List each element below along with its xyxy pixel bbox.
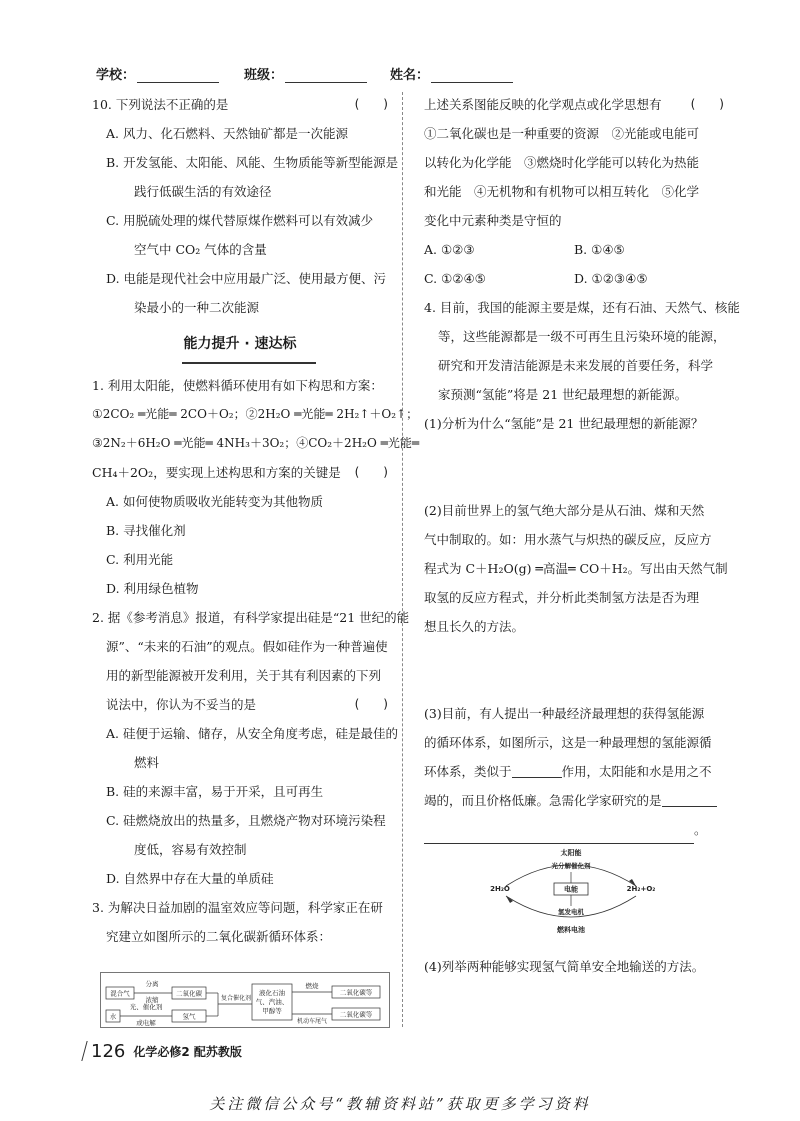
q2-line4: 说法中，你认为不妥当的是 (106, 697, 257, 712)
answer-blank-1[interactable] (512, 764, 562, 778)
q2-line3: 用的新型能源被开发利用，关于其有利因素的下列 (106, 668, 382, 683)
light-cat-label: 光、催化剂 (129, 1003, 163, 1011)
co2-label: 二氧化碳 (176, 989, 202, 998)
q3-cont-line3: 以转化为化学能 ③燃烧时化学能可以转化为热能 (424, 155, 700, 170)
section-title: 能力提升 · 速达标 (92, 330, 388, 359)
name-field[interactable] (390, 64, 513, 83)
question-4 (424, 293, 740, 844)
option-a: A. ①②③ (424, 242, 475, 257)
page-number: 126 (91, 1040, 126, 1062)
separate-label: 分离 (145, 980, 159, 988)
water-label: 水 (109, 1012, 117, 1021)
answer-paren[interactable]: ( ) (354, 697, 388, 711)
q3-line1: 3. 为解决日益加剧的温室效应等问题，科学家正在研 (92, 900, 383, 915)
concentrate-label: 浓缩 (145, 996, 159, 1004)
option-d: D. 电能是现代社会中应用最广泛、使用最方便、污 (106, 271, 387, 286)
q1-line3: ③2N₂＋6H₂O ═光能═ 4NH₃＋3O₂；④CO₂＋2H₂O ═光能═ (92, 436, 420, 450)
page-footer (84, 1040, 242, 1062)
q4-sub3-line1: (3)目前，有人提出一种最经济最理想的获得氢能源 (424, 706, 705, 721)
question-3 (92, 893, 388, 951)
question-2 (92, 603, 410, 893)
q3-line2: 究建立如图所示的二氧化碳新循环体系： (106, 929, 332, 944)
h2-label: 氢气 (182, 1012, 196, 1021)
q4-sub3-line4: 竭的，而且价格低廉。急需化学家研究的是 (424, 793, 662, 808)
answer-space-1[interactable] (424, 438, 724, 496)
school-field[interactable] (96, 64, 219, 83)
fuel-label-3: 甲醇等 (262, 1007, 282, 1015)
cat-label: 光分解催化剂 (551, 862, 591, 870)
cell-label: 燃料电池 (557, 926, 585, 934)
h2-o2-label: 2H₂+O₂ (626, 885, 656, 893)
option-c: C. 用脱硫处理的煤代替原煤作燃料可以有效减少 (106, 213, 374, 228)
q4-line1: 4. 目前，我国的能源主要是煤，还有石油、天然气、核能 (424, 300, 740, 315)
answer-blank-3[interactable] (424, 829, 694, 844)
q10-stem: 10. 下列说法不正确的是 (92, 97, 229, 112)
option-b: B. 开发氢能、太阳能、风能、生物质能等新型能源是 (106, 155, 399, 170)
option-a-cont: 燃料 (134, 755, 160, 770)
q4-sub3-line3b: 作用，太阳能和水是用之不 (561, 764, 712, 779)
electrolysis-label: 或电解 (136, 1019, 156, 1027)
option-a: A. 如何使物质吸收光能转变为其他物质 (106, 494, 323, 509)
q4-sub2-line1: (2)目前世界上的氢气绝大部分是从石油、煤和天然 (424, 503, 705, 518)
option-b: B. ①④⑤ (574, 242, 625, 257)
q4-sub1: (1)分析为什么“氢能”是 21 世纪最理想的新能源？ (424, 416, 704, 431)
q4-sub3-end: 。 (694, 822, 707, 837)
fuel-label-2: 气、汽油、 (255, 998, 289, 1006)
elec-label: 电能 (564, 885, 578, 894)
co2-etc-label-1: 二氧化碳等 (339, 988, 373, 997)
q3-cont-line5: 变化中元素种类是守恒的 (424, 213, 562, 228)
option-d: D. ①②③④⑤ (574, 271, 648, 286)
q4-line2: 等，这些能源都是一级不可再生且污染环境的能源， (438, 329, 726, 344)
sun-label: 太阳能 (560, 849, 582, 857)
option-a: A. 风力、化石燃料、天然铀矿都是一次能源 (106, 126, 348, 141)
q4-sub4: (4)列举两种能够实现氢气简单安全地输送的方法。 (424, 959, 705, 974)
answer-paren[interactable]: ( ) (354, 465, 388, 479)
q4-sub2-line5: 想且长久的方法。 (424, 619, 525, 634)
mix-gas-label: 混合气 (110, 989, 130, 998)
q4-sub2-line4: 取氢的反应方程式，并分析此类制氢方法是否为理 (424, 590, 700, 605)
co2-etc-label-2: 二氧化碳等 (339, 1010, 373, 1019)
watermark-note: 关注微信公众号“教辅资料站”获取更多学习资料 (209, 1095, 591, 1113)
option-b-cont: 践行低碳生活的有效途径 (134, 184, 272, 199)
question-10 (92, 90, 399, 322)
option-d-cont: 染最小的一种二次能源 (134, 300, 260, 315)
q1-line2: ①2CO₂ ═光能═ 2CO＋O₂；②2H₂O ═光能═ 2H₂↑＋O₂↑； (92, 407, 419, 421)
q4-sub2-line3: 程式为 C＋H₂O(g) ═高温═ CO＋H₂。写出由天然气制 (424, 561, 728, 576)
co2-cycle-diagram (100, 972, 390, 1028)
option-d: D. 利用绿色植物 (106, 581, 199, 596)
q3-cont-line1: 上述关系图能反映的化学观点或化学思想有 (424, 97, 662, 112)
q3-cont-line2: ①二氧化碳也是一种重要的资源 ②光能或电能可 (424, 126, 700, 141)
option-b: B. 寻找催化剂 (106, 523, 186, 538)
burn-label: 燃烧 (305, 982, 319, 990)
class-field[interactable] (244, 64, 367, 83)
q4-sub3-line3a: 环体系，类似于 (424, 764, 512, 779)
answer-paren[interactable]: ( ) (354, 97, 388, 111)
school-label: 学校： (96, 68, 136, 83)
h2o-label: 2H₂O (490, 885, 510, 893)
question-3-continued (424, 90, 724, 293)
fuel-label-1: 液化石油 (259, 989, 285, 997)
hydrogen-cycle-diagram (486, 846, 656, 936)
question-4-sub4 (424, 952, 724, 981)
option-b: B. 硅的来源丰富，易于开采，且可再生 (106, 784, 324, 799)
option-c-cont: 度低，容易有效控制 (134, 842, 247, 857)
right-column (424, 90, 740, 844)
q3-cont-line4: 和光能 ④无机物和有机物可以相互转化 ⑤化学 (424, 184, 700, 199)
column-divider (402, 92, 403, 1027)
option-c: C. 利用光能 (106, 552, 174, 567)
option-a: A. 硅便于运输、储存，从安全角度考虑，硅是最佳的 (106, 726, 398, 741)
answer-space-2[interactable] (424, 641, 724, 699)
option-c: C. ①②④⑤ (424, 271, 486, 286)
answer-paren[interactable]: ( ) (690, 97, 724, 111)
footer-slash (81, 1041, 87, 1061)
q4-line3: 研究和开发清洁能源是未来发展的首要任务，科学 (438, 358, 714, 373)
q4-sub3-line2: 的循环体系，如图所示，这是一种最理想的氢能源循 (424, 735, 712, 750)
book-title: 化学必修2 配苏教版 (133, 1044, 242, 1059)
q4-line4: 家预测“氢能”将是 21 世纪最理想的新能源。 (438, 387, 688, 402)
q4-sub2-line2: 气中制取的。如：用水蒸气与炽热的碳反应，反应方 (424, 532, 712, 547)
q2-line2: 源”、“未来的石油”的观点。假如硅作为一种普遍使 (106, 639, 388, 654)
q1-line4: CH₄＋2O₂，要实现上述构思和方案的关键是 (92, 465, 341, 480)
exhaust-label: 机动车尾气 (296, 1018, 328, 1025)
composite-cat-label: 复合催化剂 (220, 995, 252, 1002)
q1-line1: 1. 利用太阳能，使燃料循环使用有如下构思和方案： (92, 378, 383, 393)
name-label: 姓名： (390, 68, 430, 83)
student-info-header (96, 64, 736, 88)
option-d: D. 自然界中存在大量的单质硅 (106, 871, 274, 886)
q2-line1: 2. 据《参考消息》报道，有科学家提出硅是“21 世纪的能 (92, 610, 410, 625)
option-c: C. 硅燃烧放出的热量多，且燃烧产物对环境污染程 (106, 813, 386, 828)
answer-blank-2[interactable] (662, 793, 717, 807)
question-1 (92, 371, 420, 603)
class-label: 班级： (244, 68, 284, 83)
gen-label: 氢发电机 (558, 908, 584, 916)
left-column (92, 90, 420, 951)
option-c-cont: 空气中 CO₂ 气体的含量 (134, 242, 267, 257)
